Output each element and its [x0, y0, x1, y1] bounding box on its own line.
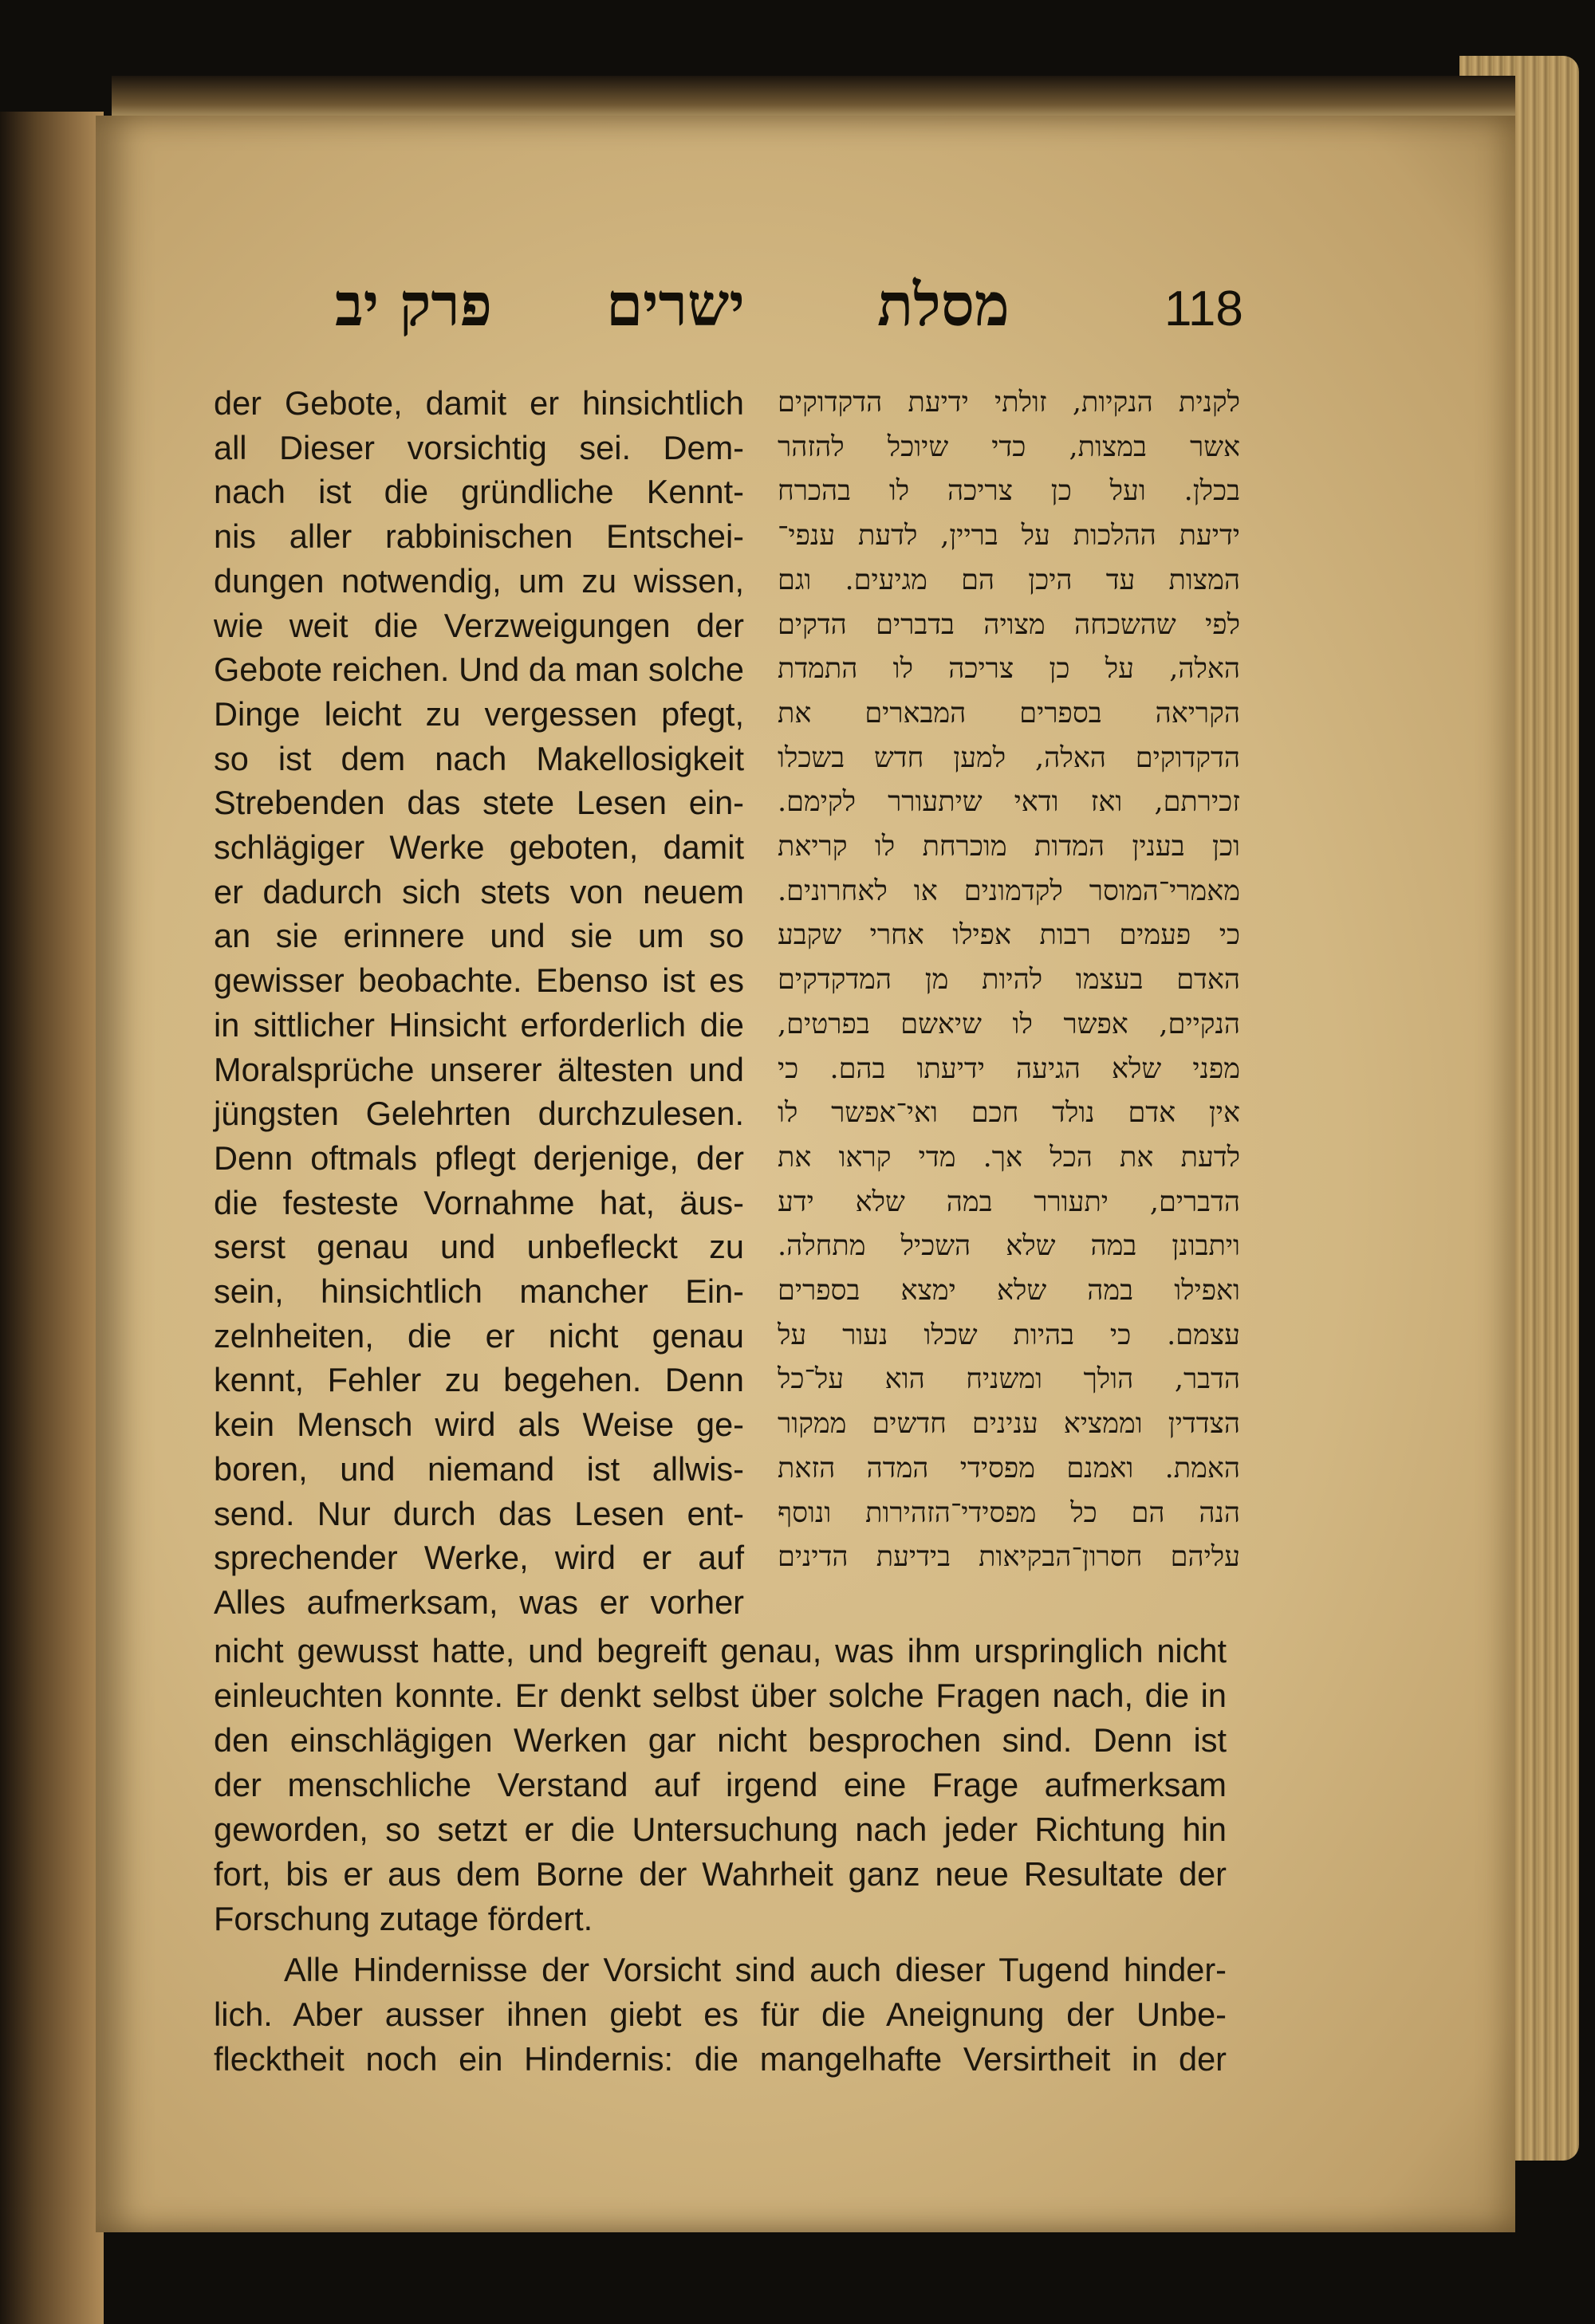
german-text-line: Forschung zutage fördert.: [214, 1900, 593, 1937]
hebrew-text-line: עליהם חסרון־הבקיאות בידיעת הדינים: [778, 1541, 1240, 1574]
hebrew-text-line: לדעת את הכל אך. מדי קראו את: [778, 1141, 1240, 1174]
hebrew-text-line: ואפילו במה שלא ימצא בספרים: [778, 1275, 1240, 1307]
hebrew-text-line: המצות עד היכן הם מגיעים. וגם: [778, 564, 1240, 596]
hebrew-text-line: וכן בענין המדות מוכרחת לו קריאת: [778, 831, 1240, 863]
hebrew-text-line: זכירתם, ואז ודאי שיתעורר לקימם.: [778, 786, 1240, 819]
german-text-line: serst genau und unbefleckt zu: [214, 1228, 744, 1266]
german-text-line: dungen notwendig, um zu wissen,: [214, 561, 744, 600]
hebrew-text-line: בכלן. ועל כן צריכה לו בהכרח: [778, 475, 1240, 508]
german-text-line: nis aller rabbinischen Entschei-: [214, 517, 744, 556]
hebrew-text-line: אשר במצות, כדי שיוכל להזהר: [778, 431, 1240, 463]
german-text-line: einleuchten konnte. Er denkt selbst über solche Fragen nach, die in: [214, 1677, 1227, 1714]
german-text-line: flecktheit noch ein Hindernis: die mangelhafte Versirtheit in der: [214, 2040, 1227, 2078]
full-width-text: [214, 1629, 1227, 1941]
german-text-line: wie weit die Verzweigungen der: [214, 606, 744, 644]
german-text-line: boren, und niemand ist allwis-: [214, 1449, 744, 1488]
hebrew-column: [778, 381, 1240, 1580]
german-text-line: schlägiger Werke geboten, damit: [214, 828, 744, 867]
book-spine: [0, 112, 104, 2324]
hebrew-text-line: הדקדוקים האלה, למען חדש בשכלו: [778, 741, 1240, 774]
hebrew-text-line: הדבר, הולך ומשניח הוא על־כל: [778, 1363, 1240, 1396]
hebrew-text-line: הצדדין וממציא ענינים חדשים ממקור: [778, 1408, 1240, 1441]
german-text-line: sein, hinsichtlich mancher Ein-: [214, 1272, 744, 1311]
german-text-line: so ist dem nach Makellosigkeit: [214, 739, 744, 777]
hebrew-text-line: ויתבונן במה שלא השכיל מתחלה.: [778, 1230, 1240, 1263]
german-text-line: kein Mensch wird als Weise ge-: [214, 1406, 744, 1444]
german-text-line: fort, bis er aus dem Borne der Wahrheit ganz neue Resultate der: [214, 1855, 1227, 1893]
hebrew-text-line: האדם בעצמו להיות מן המדקדקים: [778, 964, 1240, 997]
german-text-line: er dadurch sich stets von neuem: [214, 872, 744, 910]
header-title-mesillat: מסלת: [877, 271, 1010, 340]
german-text-line: an sie erinnere und sie um so: [214, 917, 744, 955]
german-text-line: die festeste Vornahme hat, äus-: [214, 1183, 744, 1221]
german-text-line: sprechender Werke, wird er auf: [214, 1539, 744, 1577]
hebrew-text-line: מפני שלא הגיעה ידיעתו בהם. כי: [778, 1052, 1240, 1085]
german-text-line: lich. Aber ausser ihnen giebt es für die Aneignung der Unbe-: [214, 1996, 1227, 2033]
hebrew-text-line: מאמרי־המוסר לקדמונים או לאחרונים.: [778, 875, 1240, 907]
hebrew-text-line: הדברים, יתעורר במה שלא ידע: [778, 1186, 1240, 1218]
hebrew-text-line: הקריאה בספרים המבארים את: [778, 697, 1240, 729]
german-text-line: geworden, so setzt er die Untersuchung nach jeder Richtung hin: [214, 1811, 1227, 1848]
german-text-line: send. Nur durch das Lesen ent-: [214, 1494, 744, 1532]
hebrew-text-line: הנקיים, אפשר לו שיאשם בפרטים,: [778, 1008, 1240, 1040]
german-text-line: Alle Hindernisse der Vorsicht sind auch dieser Tugend hinder-: [284, 1951, 1227, 1988]
german-text-line: kennt, Fehler zu begehen. Denn: [214, 1361, 744, 1399]
german-text-line: Moralsprüche unserer ältesten und: [214, 1050, 744, 1088]
german-text-line: der Gebote, damit er hinsichtlich: [214, 384, 744, 422]
header-chapter: פרק יב: [335, 271, 493, 340]
german-text-line: nicht gewusst hatte, und begreift genau, was ihm urspringlich nicht: [214, 1632, 1227, 1669]
running-header: [335, 271, 1244, 367]
hebrew-text-line: עצמם. כי בהיות שכלו נעור על: [778, 1319, 1240, 1351]
hebrew-text-line: הנה הם כל מפסידי־הזהירות ונוסף: [778, 1496, 1240, 1529]
hebrew-text-line: לפי שהשכחה מצויה בדברים הדקים: [778, 608, 1240, 641]
german-text-line: der menschliche Verstand auf irgend eine Frage aufmerksam: [214, 1766, 1227, 1803]
hebrew-text-line: כי פעמים רבות אפילו אחרי שקבע: [778, 919, 1240, 952]
hebrew-text-line: ידיעת ההלכות על בריין, לדעת ענפי־: [778, 520, 1240, 552]
german-text-line: Gebote reichen. Und da man solche: [214, 651, 744, 689]
paragraph-2: [214, 1948, 1227, 2082]
german-text-line: all Dieser vorsichtig sei. Dem-: [214, 428, 744, 466]
german-text-line: Denn oftmals pflegt derjenige, der: [214, 1138, 744, 1177]
german-text-line: Dinge leicht zu vergessen pfegt,: [214, 694, 744, 733]
german-text-line: gewisser beobachte. Ebenso ist es: [214, 961, 744, 1000]
german-text-line: zelnheiten, die er nicht genau: [214, 1316, 744, 1355]
hebrew-text-line: האמת. ואמנם מפסידי המדה הזאת: [778, 1452, 1240, 1484]
hebrew-text-line: אין אדם נולד חכם ואי־אפשר לו: [778, 1097, 1240, 1130]
german-text-line: Strebenden das stete Lesen ein-: [214, 784, 744, 822]
page-number: 118: [1164, 281, 1243, 336]
german-column: [214, 381, 744, 1625]
german-text-line: den einschlägigen Werken gar nicht besprochen sind. Denn ist: [214, 1721, 1227, 1759]
header-title-yesharim: ישרים: [606, 271, 745, 340]
hebrew-text-line: לקנית הנקיות, זולתי ידיעת הדקדוקים: [778, 387, 1240, 419]
german-text-line: in sittlicher Hinsicht erforderlich die: [214, 1005, 744, 1044]
german-text-line: Alles aufmerksam, was er vorher: [214, 1583, 744, 1621]
hebrew-text-line: האלה, על כן צריכה לו התמדת: [778, 653, 1240, 686]
german-text-line: nach ist die gründliche Kennt-: [214, 473, 744, 511]
german-text-line: jüngsten Gelehrten durchzulesen.: [214, 1095, 744, 1133]
